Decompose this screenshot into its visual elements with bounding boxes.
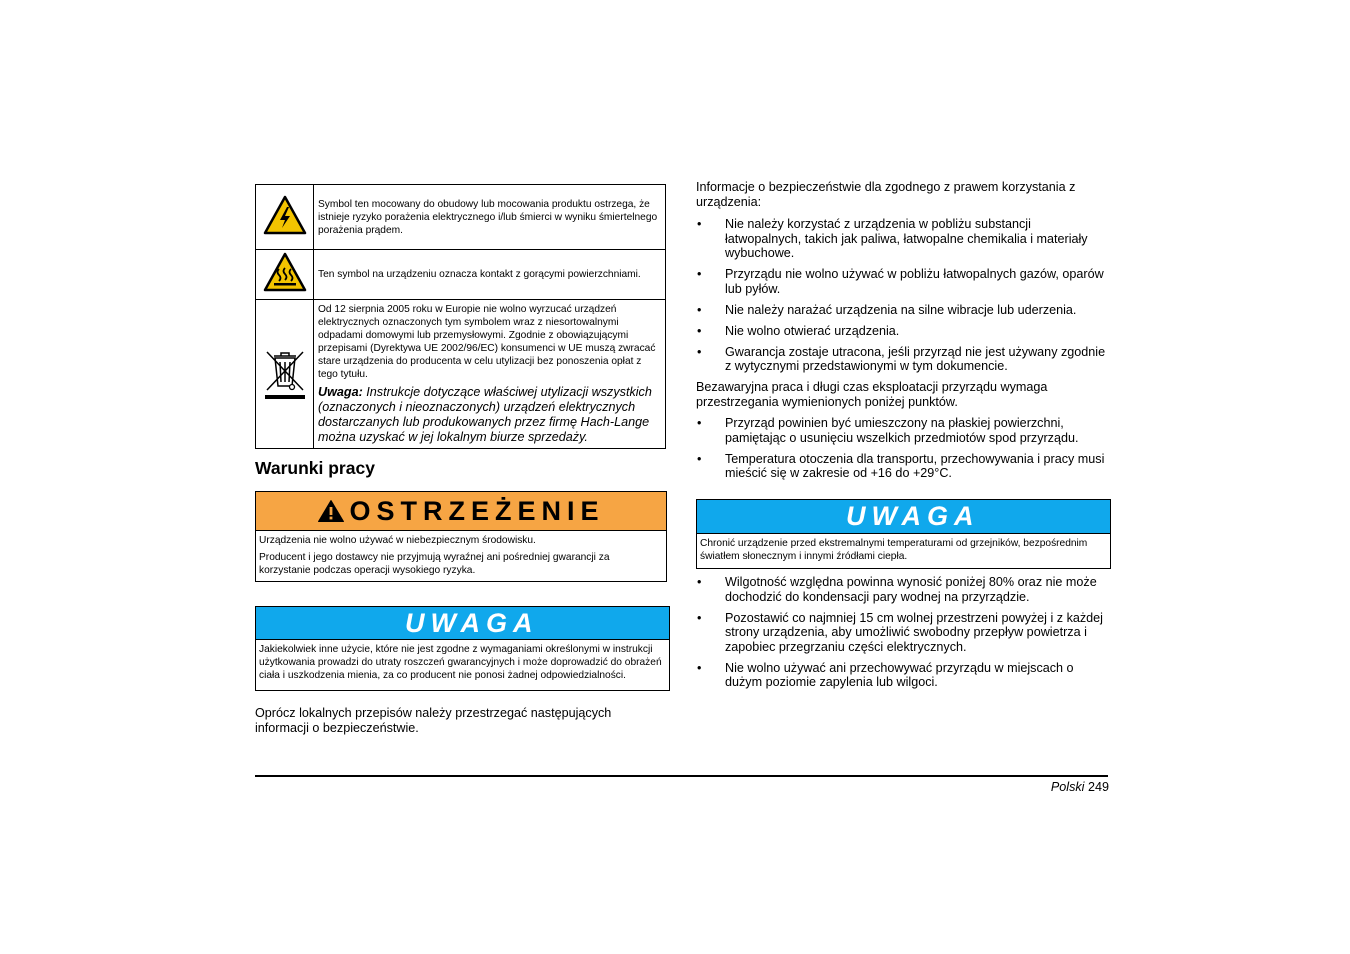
warning-title: OSTRZEŻENIE [349,495,605,526]
symbol-icon-cell [256,250,314,300]
list-item: • Nie wolno używać ani przechowywać przyrządu w miejscach o dużym poziomie zapylenia lub wilgoci. [696,661,1110,690]
warning-header [256,492,666,531]
note-text: Instrukcje dotyczące właściwej utylizacji wszystkich (oznaczonych i nieoznaczonych) urządzeń elektrycznych dostarczanych lub produkowanych przez firmę Hach-Lange można uzyskać w jej lokalnym biurze sprzedaży. [318,385,652,444]
caution-text: Chronić urządzenie przed ekstremalnymi temperaturami od grzejników, bezpośrednim światłem słonecznym i innymi źródłami ciepła. [700,538,1088,562]
warning-line: Urządzenia nie wolno używać w niebezpiecznym środowisku. [259,535,536,546]
page-footer [1051,780,1109,794]
symbol-description: Ten symbol na urządzeniu oznacza kontakt z gorącymi powierzchniami. [314,250,666,300]
symbol-description-weee [314,300,666,449]
symbol-icon-cell [256,300,314,449]
bullet-list-3 [696,575,1110,696]
weee-note [318,385,661,445]
list-item: • Nie należy narażać urządzenia na silne wibracje lub uderzenia. [696,303,1110,318]
right-paragraph-2: Bezawaryjna praca i długi czas eksploatacji przyrządu wymaga przestrzegania wymienionych poniżej punktów. [696,380,1048,409]
caution-header [256,607,669,640]
symbol-description: Symbol ten mocowany do obudowy lub mocowania produktu ostrzega, że istnieje ryzyko porażenia elektrycznego i/lub śmierci w wyniku śmiertelnego porażenia prądem. [314,185,666,250]
caution-body [697,534,1110,568]
weee-text: Od 12 sierpnia 2005 roku w Europie nie wolno wyrzucać urządzeń elektrycznych oznaczonych tym symbolem wraz z niesortowalnymi odpadami domowymi lub przemysłowymi. Zgodnie z obowiązującymi przepisami (Dyrektywa UE 2002/96/EC) konsumenci w UE muszą zwracać stare urządzenia do producenta w celu utylizacji bez ponoszenia opłat z tego tytułu. [318,304,656,380]
caution-body [256,640,669,690]
left-closing-paragraph: Oprócz lokalnych przepisów należy przestrzegać następujących informacji o bezpieczeństwie. [255,706,612,735]
list-item: • Nie należy korzystać z urządzenia w pobliżu substancji łatwopalnych, takich jak paliwa, łatwopalne chemikalia i materiały wybuchowe. [696,217,1110,261]
footer-language: Polski [1050,780,1085,794]
list-item: • Nie wolno otwierać urządzenia. [696,324,1110,339]
symbol-row-weee [256,300,666,449]
list-item: • Gwarancja zostaje utracona, jeśli przyrząd nie jest używany zgodnie z wytycznymi przedstawionymi w tym dokumencie. [696,345,1110,374]
caution-header [697,500,1110,534]
caution-text: Jakiekolwiek inne użycie, które nie jest zgodne z wymaganiami określonymi w instrukcji użytkowania prowadzi do utraty roszczeń gwarancyjnych i może doprowadzić do obrażeń ciała i uszkodzenia mienia, za co producent nie ponosi żadnej odpowiedzialności. [259,644,662,681]
section-title: Warunki pracy [255,458,375,478]
warning-body [256,531,666,581]
symbol-icon-cell [256,185,314,250]
safety-symbols-table [255,184,666,449]
right-column [696,180,1110,487]
symbol-row-hot-surface [256,250,666,300]
list-item: • Przyrządu nie wolno używać w pobliżu łatwopalnych gazów, oparów lub pyłów. [696,267,1110,296]
electric-shock-warning-icon [262,194,308,236]
note-label: Uwaga: [318,385,363,399]
footer-rule [255,775,1108,777]
page-number: 249 [1087,780,1109,794]
weee-crossed-bin-icon [261,344,309,400]
caution-title: UWAGA [846,501,980,531]
bullet-list-2 [696,416,1110,481]
list-item: • Temperatura otoczenia dla transportu, przechowywania i pracy musi mieścić się w zakresie od +16 do +29°C. [696,452,1110,481]
warning-triangle-icon [317,499,345,523]
caution-title: UWAGA [405,607,539,638]
caution-box-right [696,499,1111,569]
warning-box [255,491,667,582]
warning-line: Producent i jego dostawcy nie przyjmują wyraźnej ani pośredniej gwarancji za korzystanie podczas operacji wysokiego ryzyka. [259,552,610,576]
bullet-list-1 [696,217,1110,374]
right-intro: Informacje o bezpieczeństwie dla zgodnego z prawem korzystania z urządzenia: [696,180,1076,209]
list-item: • Wilgotność względna powinna wynosić poniżej 80% oraz nie może dochodzić do kondensacji pary wodnej na przyrządzie. [696,575,1110,604]
hot-surface-warning-icon [262,251,308,293]
symbol-row-electric [256,185,666,250]
list-item: • Pozostawić co najmniej 15 cm wolnej przestrzeni powyżej i z każdej strony urządzenia, aby umożliwić swobodny przepływ powietrza i zapobiec przegrzaniu części elektrycznych. [696,611,1110,655]
caution-box-left [255,606,670,691]
list-item: • Przyrząd powinien być umieszczony na płaskiej powierzchni, pamiętając o usunięciu wszelkich przedmiotów spod przyrządu. [696,416,1110,445]
